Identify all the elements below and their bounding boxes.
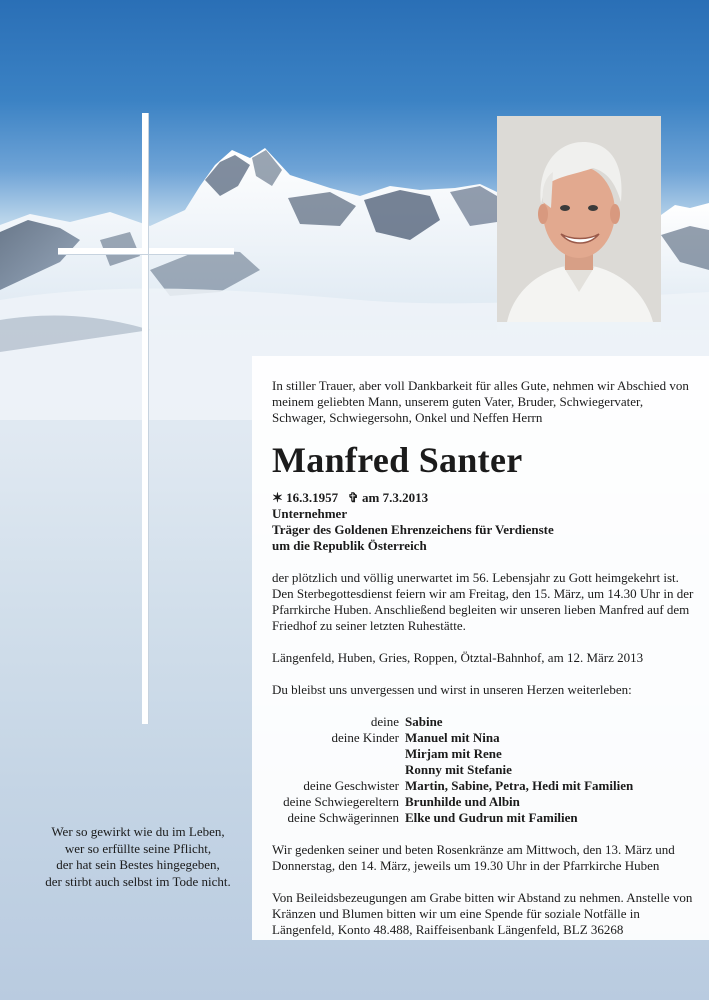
- farewell-text: Du bleibst uns unvergessen und wirst in unseren Herzen weiterleben:: [272, 682, 632, 697]
- mourner-relation: [272, 762, 399, 778]
- place-date: Längenfeld, Huben, Gries, Roppen, Ötztal-Bahnhof, am 12. März 2013: [272, 650, 644, 665]
- poem-line: wer so erfüllte seine Pflicht,: [64, 840, 212, 856]
- portrait-photo: [497, 116, 661, 322]
- mourner-names: Brunhilde und Albin: [405, 794, 520, 809]
- notice-panel: [252, 356, 709, 940]
- death-date: ✞ am 7.3.2013: [347, 490, 429, 505]
- mourner-names: Mirjam mit Rene: [405, 746, 502, 761]
- mourner-names: Manuel mit Nina: [405, 730, 500, 745]
- intro-text: In stiller Trauer, aber voll Dankbarkeit für alles Gute, nehmen wir Abschied von meinem geliebten Mann, unserem guten Vater, Bruder, Schwiegervater, Schwager, Schwiegersohn, Onkel und Neffen Herrn: [272, 378, 689, 425]
- mourner-names: Martin, Sabine, Petra, Hedi mit Familien: [405, 778, 634, 793]
- mourner-relation: deine Geschwister: [303, 778, 399, 793]
- mourner-relation: deine Schwiegereltern: [283, 794, 399, 809]
- poem-line: Wer so gewirkt wie du im Leben,: [51, 824, 225, 839]
- deceased-name: Manfred Santer: [272, 440, 523, 480]
- mourner-names: Sabine: [405, 714, 443, 729]
- title-line: um die Republik Österreich: [272, 538, 427, 553]
- death-text: der plötzlich und völlig unerwartet im 56. Lebensjahr zu Gott heimgekehrt ist. Den Sterbegottesdienst feiern wir am Freitag, den 15. März, um 14.30 Uhr in der Pfarrkirche Huben. Anschließend begleiten wir unseren lieben Manfred auf dem Friedhof zu seiner letzten Ruhestätte.: [272, 570, 694, 633]
- mourner-relation: deine Schwägerinnen: [287, 810, 399, 825]
- rosary-text: Wir gedenken seiner und beten Rosenkränze am Mittwoch, den 13. März und Donnerstag, den 14. März, jeweils um 19.30 Uhr in der Pfarrkirche Huben: [272, 842, 675, 873]
- title-line: Unternehmer: [272, 506, 348, 521]
- mourner-relation: deine Kinder: [331, 730, 399, 745]
- donation-text: Von Beileidsbezeugungen am Grabe bitten wir Abstand zu nehmen. Anstelle von Kränzen und Blumen bitten wir um eine Spende für soziale Notfälle in Längenfeld, Konto 48.488, Raiffeisenbank Längenfeld, BLZ 36268: [272, 890, 693, 937]
- birth-date: ✶ 16.3.1957: [272, 490, 339, 505]
- mourner-relation: deine: [370, 714, 399, 729]
- poem-line: der hat sein Bestes hingegeben,: [56, 857, 220, 872]
- mourners-list: [272, 714, 697, 826]
- mourner-names: Elke und Gudrun mit Familien: [405, 810, 578, 825]
- mourner-names: Ronny mit Stefanie: [405, 762, 512, 777]
- life-dates: [272, 490, 697, 506]
- title-line: Träger des Goldenen Ehrenzeichens für Verdienste: [272, 522, 554, 537]
- memorial-poem: [34, 824, 242, 890]
- poem-line: der stirbt auch selbst im Tode nicht.: [45, 873, 231, 889]
- mourner-relation: [272, 746, 399, 762]
